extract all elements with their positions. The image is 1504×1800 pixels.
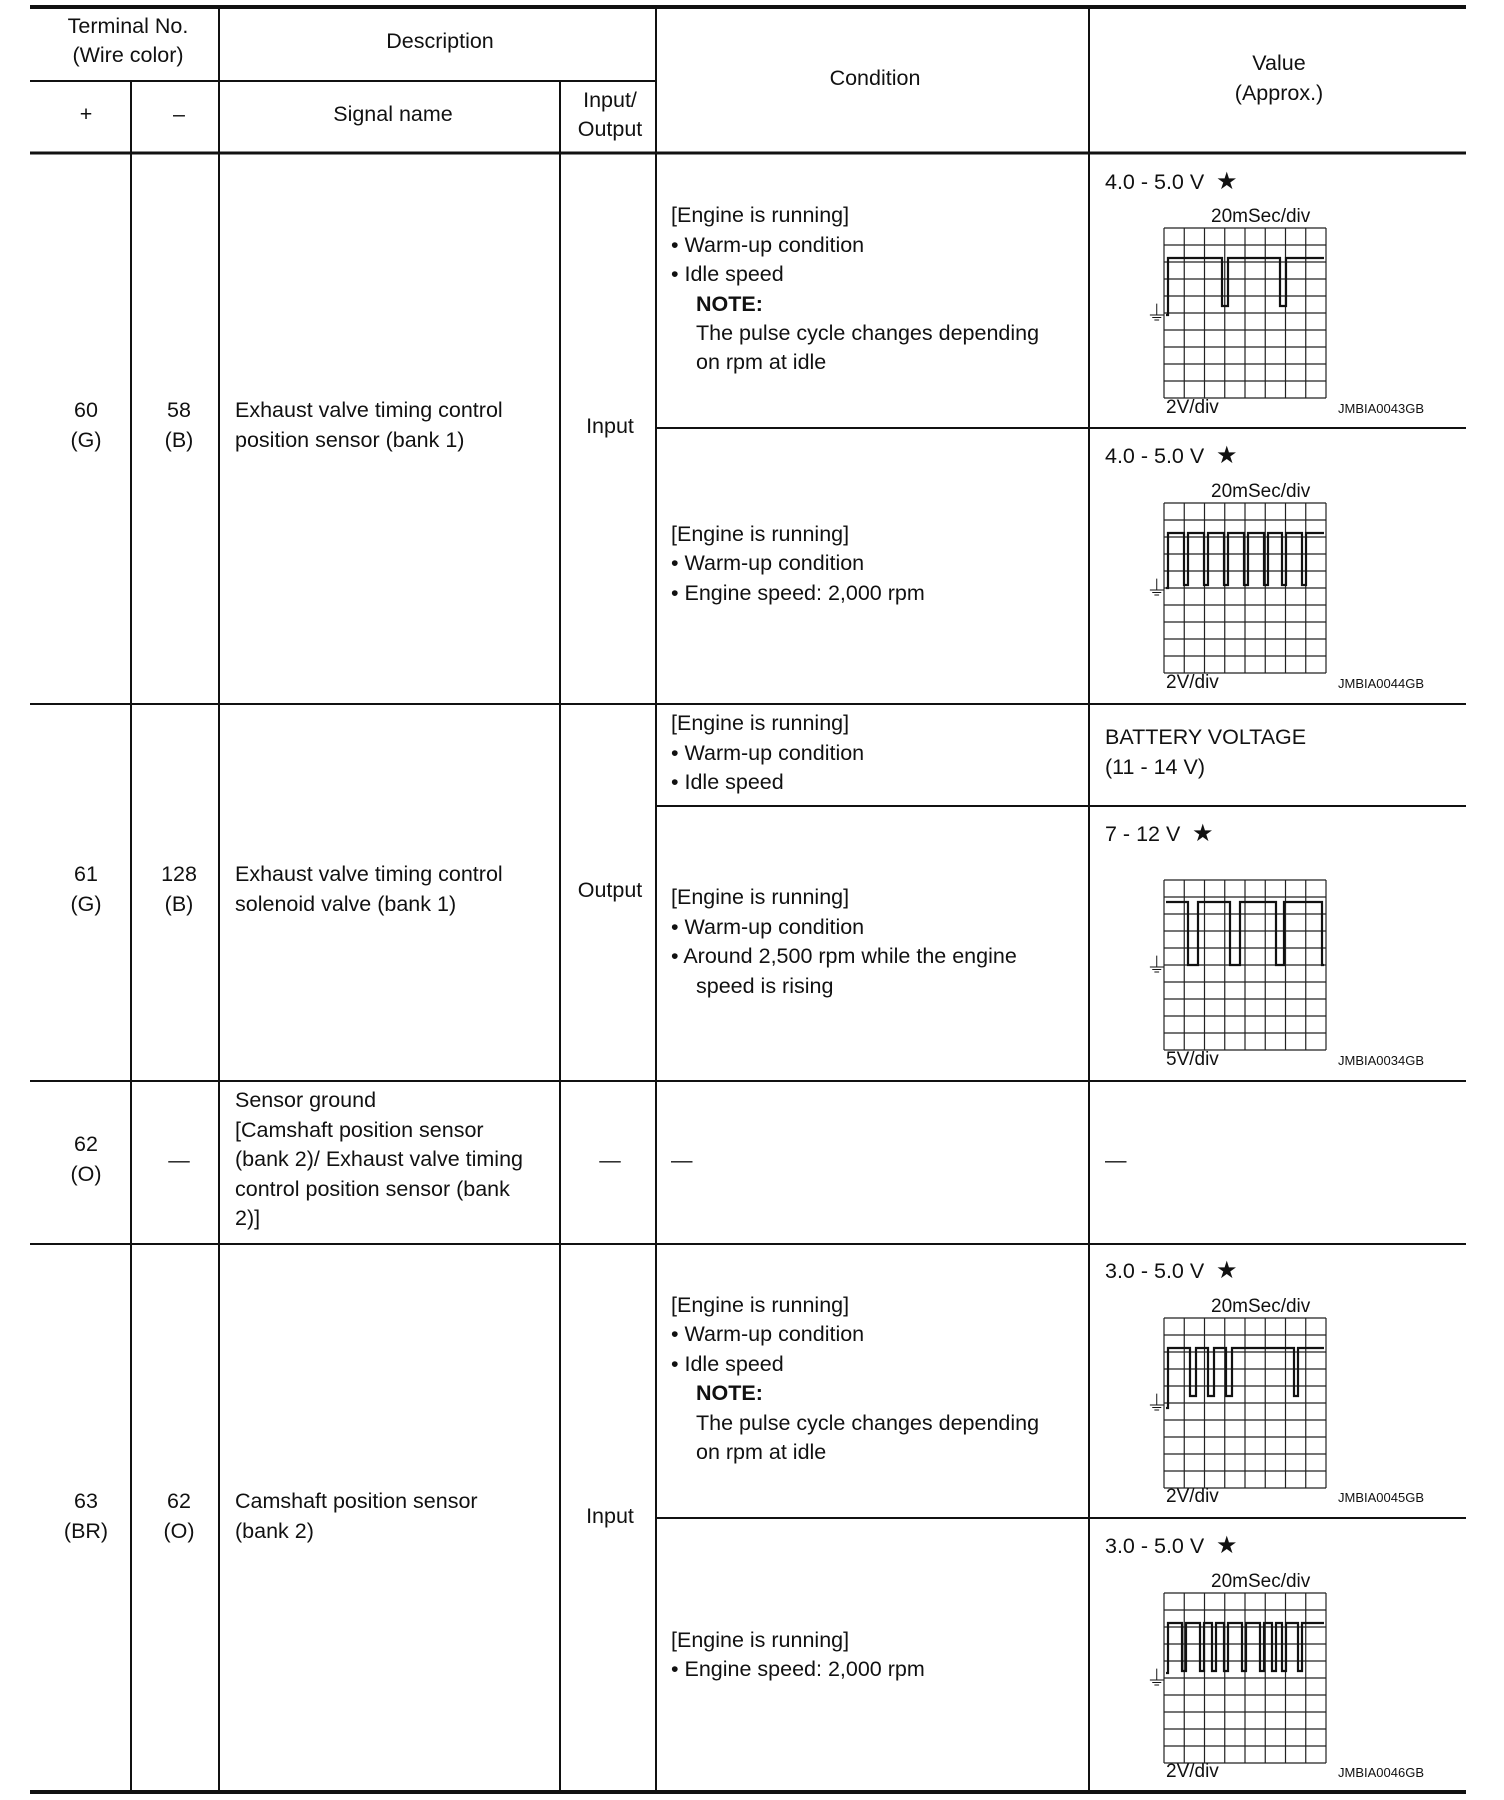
plus-header: + xyxy=(79,102,93,126)
condition-line: • Idle speed xyxy=(671,770,784,794)
signal-name-line: 2)] xyxy=(235,1206,261,1230)
condition-text xyxy=(671,711,864,794)
condition-line: • Engine speed: 2,000 rpm xyxy=(671,581,925,605)
value-range: 3.0 - 5.0 V xyxy=(1105,1534,1205,1558)
wire-color-plus: (BR) xyxy=(63,1519,109,1543)
wire-color-minus: (O) xyxy=(163,1519,195,1543)
terminal-plus: 62 xyxy=(74,1132,98,1156)
timebase-label: 20mSec/div xyxy=(1211,1296,1311,1317)
value-header: Value xyxy=(1252,51,1306,75)
ground-icon: ⏚ xyxy=(1146,302,1168,326)
io-type: Input xyxy=(586,414,634,438)
ground-icon: ⏚ xyxy=(1146,577,1168,601)
signal-name-line: Exhaust valve timing control xyxy=(235,398,503,422)
condition-text xyxy=(671,1293,1039,1464)
signal-name-line: Sensor ground xyxy=(235,1088,377,1112)
wire-color-plus: (G) xyxy=(70,428,102,452)
condition-text xyxy=(671,885,1017,998)
waveform xyxy=(1166,533,1324,588)
wire-color-plus: (G) xyxy=(70,892,102,916)
condition-line: • Warm-up condition xyxy=(671,551,865,575)
value-text: (11 - 14 V) xyxy=(1105,755,1205,779)
io-type: Input xyxy=(586,1504,634,1528)
condition-line: [Engine is running] xyxy=(671,1628,850,1652)
condition-line: [Engine is running] xyxy=(671,711,850,735)
figure-code: JMBIA0043GB xyxy=(1338,401,1424,416)
value-text: BATTERY VOLTAGE xyxy=(1105,725,1307,749)
table-row xyxy=(70,711,1424,1070)
value-text: — xyxy=(1105,1148,1127,1172)
condition-line: [Engine is running] xyxy=(671,203,850,227)
signal-name-line: (bank 2)/ Exhaust valve timing xyxy=(235,1147,523,1171)
signal-name-line: Exhaust valve timing control xyxy=(235,862,503,886)
io-type: Output xyxy=(577,878,643,902)
condition-text xyxy=(671,1628,925,1681)
star-icon: ★ xyxy=(1216,167,1238,195)
value-range: 7 - 12 V xyxy=(1105,822,1181,846)
terminal-plus: 63 xyxy=(74,1489,98,1513)
condition-line: • Around 2,500 rpm while the engine xyxy=(671,944,1017,968)
table-row xyxy=(70,1088,1127,1230)
table-header xyxy=(68,14,1324,141)
condition-line: on rpm at idle xyxy=(696,1440,827,1464)
star-icon: ★ xyxy=(1216,1256,1238,1284)
signal-name-line: [Camshaft position sensor xyxy=(235,1118,484,1142)
io-type: — xyxy=(599,1148,621,1172)
value-approx-header: (Approx.) xyxy=(1234,81,1324,105)
terminal-plus: 61 xyxy=(74,862,98,886)
condition-text: — xyxy=(671,1148,693,1172)
figure-code: JMBIA0044GB xyxy=(1338,676,1424,691)
oscilloscope-grid xyxy=(1164,1318,1326,1488)
note-label: NOTE: xyxy=(696,292,763,316)
io-header-line1: Input/ xyxy=(583,88,637,112)
condition-line: The pulse cycle changes depending xyxy=(696,321,1040,345)
condition-line: • Idle speed xyxy=(671,1352,784,1376)
signal-name-line: position sensor (bank 1) xyxy=(235,428,465,452)
terminal-minus: — xyxy=(168,1148,190,1172)
star-icon: ★ xyxy=(1216,1531,1238,1559)
signal-name-line: control position sensor (bank xyxy=(235,1177,510,1201)
signal-name-line: (bank 2) xyxy=(235,1519,314,1543)
figure-code: JMBIA0045GB xyxy=(1338,1490,1424,1505)
note-label: NOTE: xyxy=(696,1381,763,1405)
star-icon: ★ xyxy=(1192,819,1214,847)
ground-icon: ⏚ xyxy=(1146,1392,1168,1416)
table-row xyxy=(70,167,1424,693)
wire-color-header: (Wire color) xyxy=(72,43,184,67)
oscilloscope-grid xyxy=(1164,503,1326,673)
waveform xyxy=(1166,1623,1324,1673)
condition-line: • Idle speed xyxy=(671,262,784,286)
figure-code: JMBIA0034GB xyxy=(1338,1053,1424,1068)
value-range: 4.0 - 5.0 V xyxy=(1105,170,1205,194)
signal-name-header: Signal name xyxy=(333,102,453,126)
volt-div-label: 2V/div xyxy=(1166,397,1219,418)
condition-line: • Warm-up condition xyxy=(671,1322,865,1346)
wire-color-minus: (B) xyxy=(164,892,194,916)
condition-text xyxy=(671,203,1039,374)
volt-div-label: 2V/div xyxy=(1166,1761,1219,1782)
value-range: 4.0 - 5.0 V xyxy=(1105,444,1205,468)
description-header: Description xyxy=(386,29,494,53)
terminal-minus: 128 xyxy=(161,862,197,886)
oscilloscope-grid xyxy=(1164,228,1326,398)
terminal-minus: 58 xyxy=(167,398,191,422)
timebase-label: 20mSec/div xyxy=(1211,1571,1311,1592)
star-icon: ★ xyxy=(1216,441,1238,469)
timebase-label: 20mSec/div xyxy=(1211,206,1311,227)
condition-line: • Warm-up condition xyxy=(671,741,865,765)
condition-text xyxy=(671,522,925,605)
terminal-no-header: Terminal No. xyxy=(67,14,189,38)
condition-header: Condition xyxy=(829,66,921,90)
timebase-label: 20mSec/div xyxy=(1211,481,1311,502)
condition-line: [Engine is running] xyxy=(671,885,850,909)
condition-line: [Engine is running] xyxy=(671,522,850,546)
condition-line: • Engine speed: 2,000 rpm xyxy=(671,1657,925,1681)
volt-div-label: 2V/div xyxy=(1166,672,1219,693)
signal-name-line: solenoid valve (bank 1) xyxy=(235,892,457,916)
condition-line: on rpm at idle xyxy=(696,350,827,374)
volt-div-label: 2V/div xyxy=(1166,1486,1219,1507)
ground-icon: ⏚ xyxy=(1146,1667,1168,1691)
volt-div-label: 5V/div xyxy=(1166,1049,1219,1070)
condition-line: • Warm-up condition xyxy=(671,915,865,939)
io-header-line2: Output xyxy=(577,117,643,141)
condition-line: The pulse cycle changes depending xyxy=(696,1411,1040,1435)
oscilloscope-grid xyxy=(1164,1593,1326,1763)
value-range: 3.0 - 5.0 V xyxy=(1105,1259,1205,1283)
terminal-plus: 60 xyxy=(74,398,98,422)
terminal-minus: 62 xyxy=(167,1489,191,1513)
figure-code: JMBIA0046GB xyxy=(1338,1765,1424,1780)
wire-color-minus: (B) xyxy=(164,428,194,452)
condition-line: • Warm-up condition xyxy=(671,233,865,257)
condition-line: [Engine is running] xyxy=(671,1293,850,1317)
ground-icon: ⏚ xyxy=(1146,954,1168,978)
condition-line: speed is rising xyxy=(696,974,834,998)
wire-color-plus: (O) xyxy=(70,1162,102,1186)
minus-header: – xyxy=(173,102,185,126)
signal-name-line: Camshaft position sensor xyxy=(235,1489,478,1513)
